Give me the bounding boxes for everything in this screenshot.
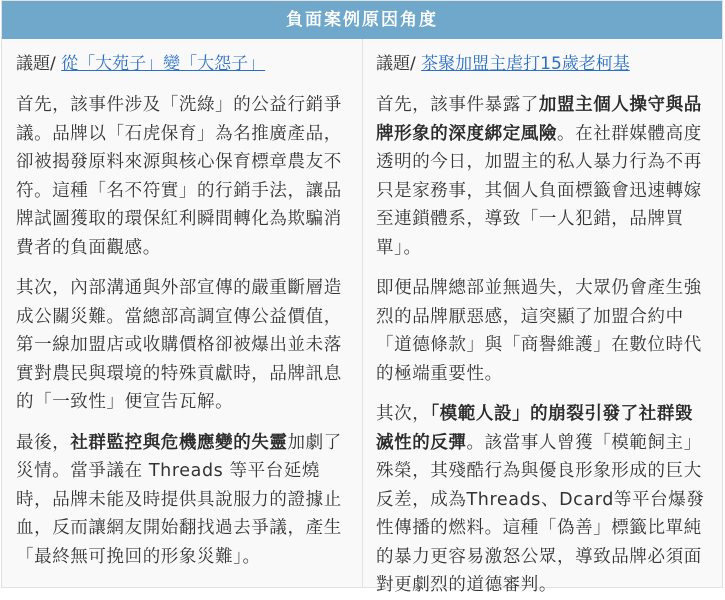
table-header: 負面案例原因角度 bbox=[2, 1, 722, 39]
paragraph-text: 。該當事人曾獲「模範飼主」殊榮，其殘酷行為與優良形象形成的巨大反差，成為Threads、Dcard等平台爆發性傳播的燃料。這種「偽善」標籤比單純的暴力更容易激怒公眾，導致品牌必須面對更劇烈的道德審判。 bbox=[376, 432, 705, 595]
paragraph-text: 。在社群媒體高度透明的今日，加盟主的私人暴力行為不再只是家務事，其個人負面標籤會迅速轉嫁至連鎖體系，導致「一人犯錯，品牌買單」。 bbox=[376, 123, 702, 258]
paragraph-text: 即便品牌總部並無過失，大眾仍會產生強烈的品牌厭惡感，這突顯了加盟合約中「道德條款」與「商譽維護」在數位時代的極端重要性。 bbox=[376, 278, 702, 384]
paragraph-emphasis: 「模範人設」的崩裂引發了社群毀滅性的反彈 bbox=[376, 404, 694, 453]
paragraph-text: 最後， bbox=[16, 432, 71, 453]
topic-link-chaju[interactable]: 茶聚加盟主虐打15歲老柯基 bbox=[421, 54, 630, 74]
paragraph-text: 其次，內部溝通與外部宣傳的嚴重斷層造成公關災難。當總部高調宣傳公益價值，第一線加盟店或收購價格卻被爆出並未落實對農民與環境的特殊貢獻時，品牌訊息的「一致性」便宣告瓦解。 bbox=[16, 278, 342, 412]
case-column-dayungtz bbox=[2, 39, 362, 587]
paragraph-crisis-response bbox=[16, 429, 350, 572]
negative-cases-table bbox=[1, 0, 723, 595]
paragraph-moral-clause bbox=[376, 274, 710, 388]
table-body bbox=[2, 39, 722, 595]
topic-link-dayungtz[interactable]: 從「大苑子」變「大怨子」 bbox=[61, 54, 266, 74]
topic-line bbox=[16, 51, 350, 77]
paragraph-text: 其次， bbox=[376, 404, 431, 424]
paragraph-greenwashing bbox=[16, 91, 350, 262]
paragraph-emphasis: 社群監控與危機應變的失靈 bbox=[70, 432, 288, 453]
topic-prefix: 議題/ bbox=[376, 54, 422, 74]
topic-prefix: 議題/ bbox=[16, 54, 62, 74]
topic-line bbox=[376, 51, 710, 77]
paragraph-text: 首先，該事件涉及「洗綠」的公益行銷爭議。品牌以「石虎保育」為名推廣產品，卻被揭發原料來源與核心保育標章農友不符。這種「名不符實」的行銷手法，讓品牌試圖獲取的環保紅利瞬間轉化為欺騙消費者的負面觀感。 bbox=[16, 95, 342, 258]
paragraph-persona-collapse bbox=[376, 400, 710, 600]
paragraph-franchisee-risk bbox=[376, 91, 710, 262]
paragraph-text: 首先，該事件暴露了 bbox=[376, 95, 539, 115]
paragraph-text: 加劇了災情。當爭議在 Threads 等平台延燒時，品牌未能及時提供具說服力的證據止血，反而讓網友開始翻找過去爭議，產生「最終無可挽回的形象災難」。 bbox=[16, 432, 342, 567]
case-column-chaju bbox=[362, 39, 722, 595]
paragraph-communication-gap bbox=[16, 274, 350, 417]
paragraph-emphasis: 加盟主個人操守與品牌形象的深度綁定風險 bbox=[376, 95, 702, 144]
